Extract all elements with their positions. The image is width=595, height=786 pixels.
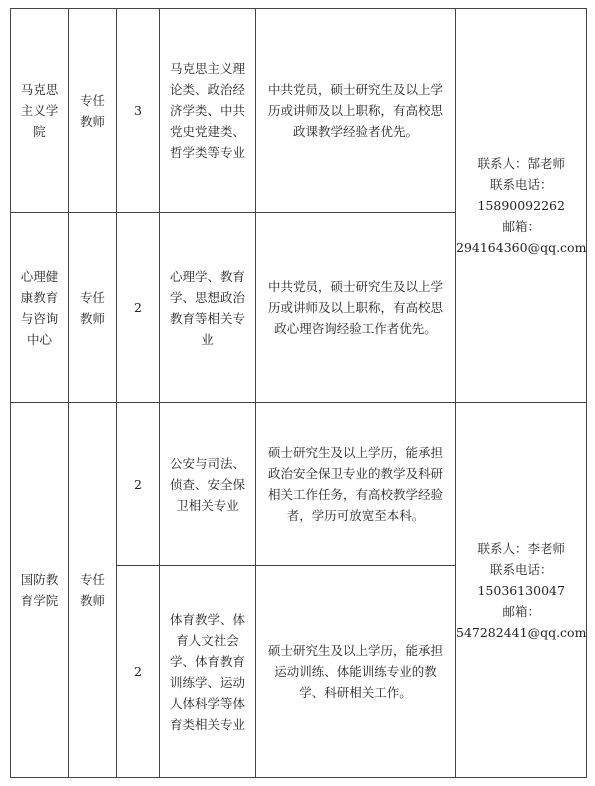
contact-email-label: 邮箱： bbox=[502, 603, 540, 619]
contact-phone-label: 联系电话： bbox=[489, 177, 553, 192]
department-name: 国防教育学院 bbox=[20, 572, 59, 608]
headcount: 2 bbox=[134, 476, 142, 492]
department-cell bbox=[11, 403, 69, 778]
requirements-text: 硕士研究生及以上学历，能承担运动训练、体能训练专业的教学、科研相关工作。 bbox=[267, 643, 443, 700]
contact-cell bbox=[456, 403, 587, 778]
position-cell bbox=[69, 403, 117, 778]
requirements-text: 中共党员，硕士研究生及以上学历或讲师及以上职称，有高校思政心理咨询经验工作者优先。 bbox=[267, 279, 443, 336]
position-cell bbox=[69, 9, 117, 213]
department-name: 马克思主义学院 bbox=[20, 82, 59, 139]
contact-person: 联系人：郜老师 bbox=[477, 156, 565, 171]
count-cell bbox=[117, 566, 160, 778]
count-cell bbox=[117, 403, 160, 566]
count-cell bbox=[117, 9, 160, 213]
contact-email: 294164360@qq.com bbox=[456, 240, 587, 255]
major-text: 心理学、教育学、思想政治教育等相关专业 bbox=[170, 268, 246, 347]
count-cell bbox=[117, 213, 160, 403]
position-cell bbox=[69, 213, 117, 403]
major-cell bbox=[160, 403, 256, 566]
contact-phone-label: 联系电话： bbox=[489, 561, 553, 577]
headcount: 3 bbox=[134, 103, 142, 118]
requirements-cell bbox=[256, 403, 456, 566]
contact-phone: 15890092262 bbox=[477, 198, 565, 213]
headcount: 2 bbox=[134, 300, 142, 315]
requirements-cell bbox=[256, 9, 456, 213]
major-cell bbox=[160, 213, 256, 403]
department-name: 心理健康教育与咨询中心 bbox=[20, 268, 59, 347]
major-text: 公安与司法、侦查、安全保卫相关专业 bbox=[170, 455, 246, 513]
recruitment-table bbox=[10, 8, 587, 778]
requirements-text: 硕士研究生及以上学历，能承担政治安全保卫专业的教学及科研相关工作任务，有高校教学经验者，学历可放宽至本科。 bbox=[267, 445, 443, 523]
headcount: 2 bbox=[134, 664, 142, 679]
position-name: 专任教师 bbox=[79, 92, 105, 129]
position-name: 专任教师 bbox=[79, 572, 105, 608]
contact-cell bbox=[456, 9, 587, 403]
contact-email-label: 邮箱： bbox=[502, 219, 540, 234]
table-row bbox=[11, 403, 587, 566]
major-cell bbox=[160, 566, 256, 778]
major-text: 马克思主义理论类、政治经济学类、中共党史党建类、哲学类等专业 bbox=[170, 61, 246, 160]
table-row bbox=[11, 9, 587, 213]
position-name: 专任教师 bbox=[79, 289, 105, 326]
department-cell bbox=[11, 9, 69, 213]
contact-email: 547282441@qq.com bbox=[456, 624, 587, 640]
requirements-text: 中共党员，硕士研究生及以上学历或讲师及以上职称，有高校思政课教学经验者优先。 bbox=[267, 82, 443, 139]
department-cell bbox=[11, 213, 69, 403]
requirements-cell bbox=[256, 566, 456, 778]
contact-person: 联系人：李老师 bbox=[477, 540, 565, 556]
contact-phone: 15036130047 bbox=[477, 582, 565, 598]
major-cell bbox=[160, 9, 256, 213]
requirements-cell bbox=[256, 213, 456, 403]
major-text: 体育教学、体育人文社会学、体育教育训练学、运动人体科学等体育类相关专业 bbox=[170, 611, 246, 732]
